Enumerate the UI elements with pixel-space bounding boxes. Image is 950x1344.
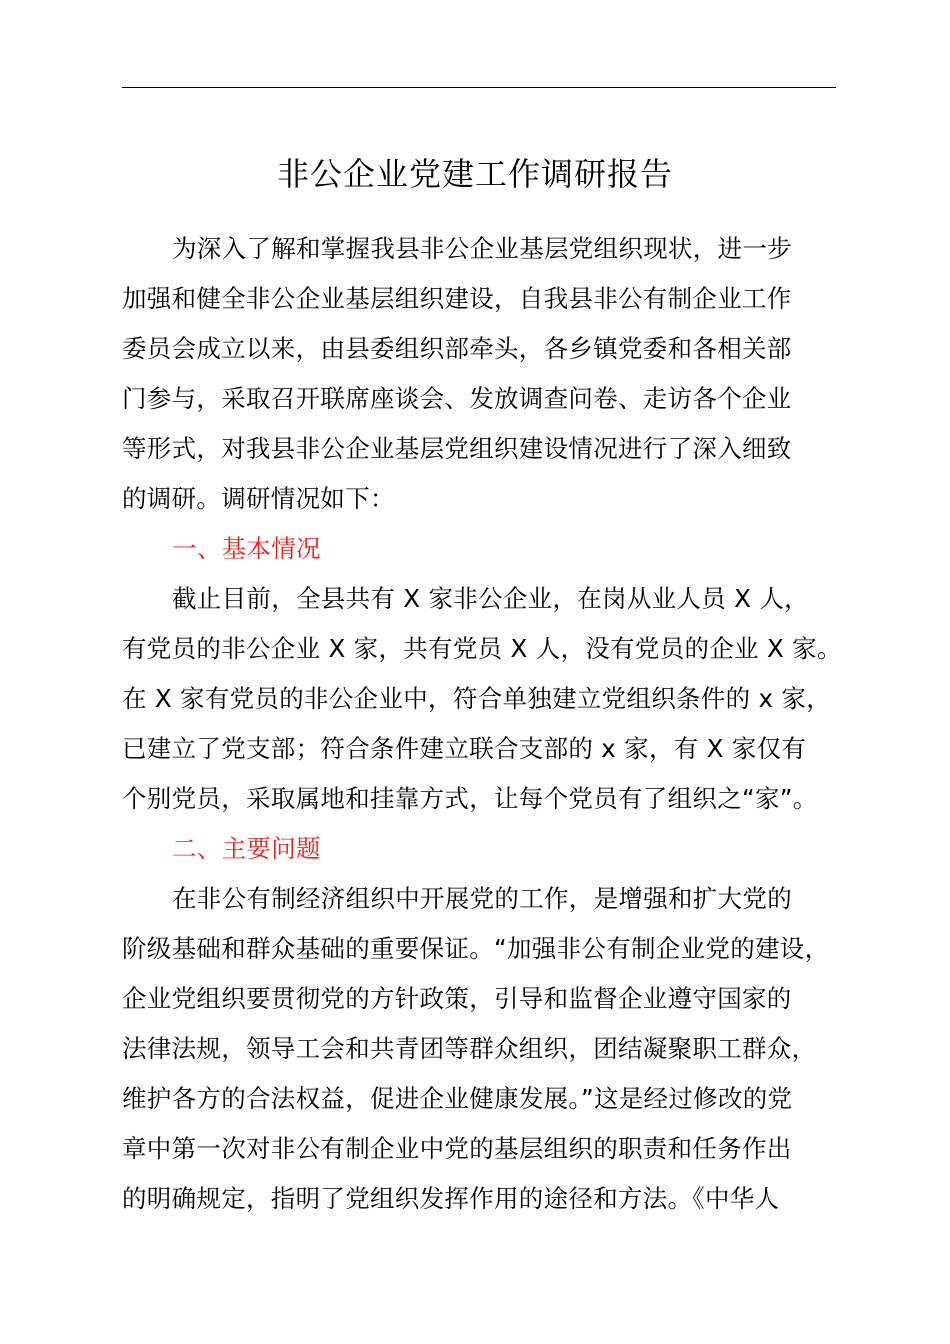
paragraph-problems-line-4: 法律法规，领导工会和共青团等群众组织，团结凝聚职工群众，	[122, 1034, 817, 1063]
paragraph-basic-line-3: 在 X 家有党员的非公企业中，符合单独建立党组织条件的 x 家，	[122, 684, 832, 713]
document-title: 非公企业党建工作调研报告	[276, 155, 673, 193]
paragraph-problems-line-6: 章中第一次对非公有制企业中党的基层组织的职责和任务作出	[122, 1134, 792, 1163]
paragraph-problems-line-5: 维护各方的合法权益，促进企业健康发展。”这是经过修改的党	[122, 1084, 793, 1113]
paragraph-problems-line-3: 企业党组织要贯彻党的方针政策，引导和监督企业遵守国家的	[122, 984, 792, 1013]
paragraph-basic-line-4: 已建立了党支部；符合条件建立联合支部的 x 家，有 X 家仅有	[122, 734, 807, 763]
section-heading-main-problems: 二、主要问题	[172, 834, 321, 863]
paragraph-problems-line-7: 的明确规定，指明了党组织发挥作用的途径和方法。《中华人	[122, 1184, 780, 1213]
paragraph-basic-line-2: 有党员的非公企业 X 家，共有党员 X 人，没有党员的企业 X 家。	[122, 634, 842, 663]
section-heading-basic-situation: 一、基本情况	[172, 534, 321, 563]
paragraph-basic-line-5: 个别党员，采取属地和挂靠方式，让每个党员有了组织之“家”。	[122, 784, 818, 813]
paragraph-basic-line-1: 截止目前，全县共有 X 家非公企业，在岗从业人员 X 人，	[172, 584, 809, 613]
header-rule	[122, 87, 836, 88]
paragraph-intro-line-1: 为深入了解和掌握我县非公企业基层党组织现状，进一步	[172, 234, 792, 263]
paragraph-problems-line-1: 在非公有制经济组织中开展党的工作，是增强和扩大党的	[172, 884, 792, 913]
document-body	[122, 224, 842, 1224]
paragraph-intro-line-5: 等形式，对我县非公企业基层党组织建设情况进行了深入细致	[122, 434, 792, 463]
paragraph-intro-line-2: 加强和健全非公企业基层组织建设，自我县非公有制企业工作	[122, 284, 792, 313]
paragraph-problems-line-2: 阶级基础和群众基础的重要保证。“加强非公有制企业党的建设，	[122, 934, 830, 963]
paragraph-intro-line-4: 门参与，采取召开联席座谈会、发放调查问卷、走访各个企业	[122, 384, 792, 413]
paragraph-intro-line-3: 委员会成立以来，由县委组织部牵头，各乡镇党委和各相关部	[122, 334, 792, 363]
paragraph-intro-line-6: 的调研。调研情况如下：	[122, 484, 395, 513]
